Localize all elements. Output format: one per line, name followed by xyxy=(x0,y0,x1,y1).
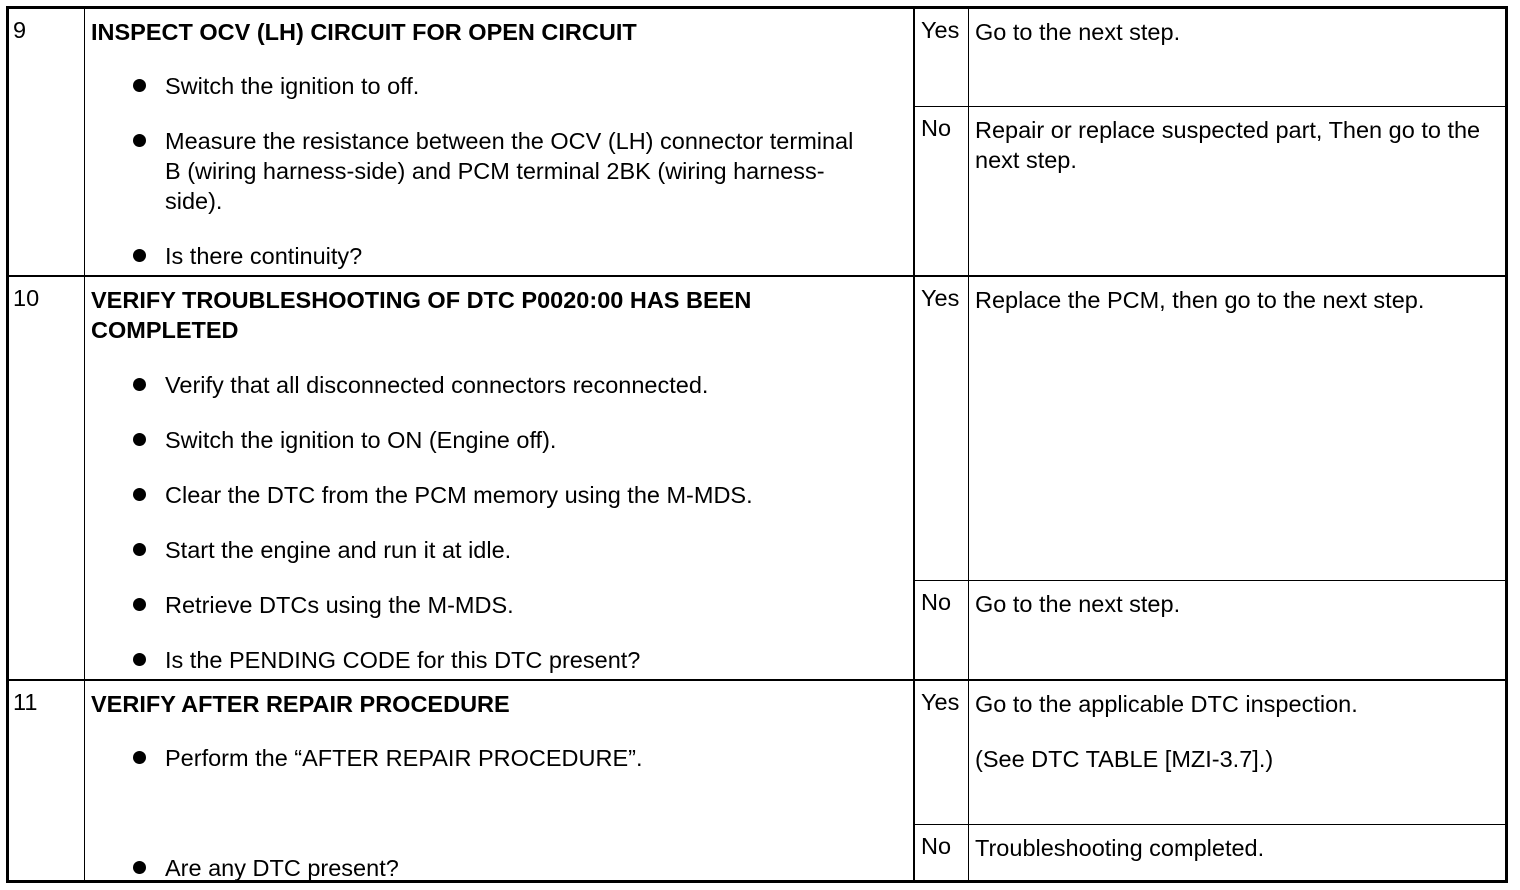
bullet-icon xyxy=(133,249,146,262)
result-text: Go to the applicable DTC inspection. xyxy=(975,691,1358,717)
no-label: No xyxy=(921,833,952,859)
bullet-icon xyxy=(133,543,146,556)
bullet-text: Switch the ignition to ON (Engine off). xyxy=(165,427,557,453)
table-row xyxy=(9,9,1505,275)
bullet-text: Is the PENDING CODE for this DTC present? xyxy=(165,647,641,673)
step-number-cell xyxy=(9,681,85,880)
step-number-cell xyxy=(9,9,85,275)
result-text: Replace the PCM, then go to the next step. xyxy=(975,287,1425,313)
step-number-cell xyxy=(9,277,85,679)
yes-label: Yes xyxy=(921,689,960,715)
result-cell xyxy=(915,681,1505,880)
table-row xyxy=(9,679,1505,880)
step-title: VERIFY AFTER REPAIR PROCEDURE xyxy=(91,691,510,717)
bullet-icon xyxy=(133,861,146,874)
yes-label: Yes xyxy=(921,285,960,311)
no-result xyxy=(915,580,1505,679)
no-result xyxy=(915,106,1505,275)
yes-label: Yes xyxy=(921,17,960,43)
bullet-text: Verify that all disconnected connectors reconnected. xyxy=(165,372,709,398)
bullet-icon xyxy=(133,653,146,666)
bullet-text: Is there continuity? xyxy=(165,243,363,269)
no-label: No xyxy=(921,589,952,615)
bullet-text: Switch the ignition to off. xyxy=(165,73,420,99)
result-text: Go to the next step. xyxy=(975,19,1181,45)
result-text: Repair or replace suspected part, Then go to the next step. xyxy=(975,117,1481,173)
table-row xyxy=(9,275,1505,679)
yes-result xyxy=(915,9,1505,106)
action-cell xyxy=(85,277,915,679)
bullet-text: Start the engine and run it at idle. xyxy=(165,537,512,563)
result-text: Troubleshooting completed. xyxy=(975,835,1265,861)
bullet-text: Measure the resistance between the OCV (LH) connector terminal B (wiring harness-side) and PCM terminal 2BK (wiring harness-side). xyxy=(165,128,854,214)
step-number: 9 xyxy=(13,17,27,43)
bullet-text: Clear the DTC from the PCM memory using the M-MDS. xyxy=(165,482,753,508)
no-result xyxy=(915,824,1505,880)
step-title: INSPECT OCV (LH) CIRCUIT FOR OPEN CIRCUIT xyxy=(91,19,637,45)
bullet-icon xyxy=(133,488,146,501)
step-number: 10 xyxy=(13,285,40,311)
result-cell xyxy=(915,277,1505,679)
result-reference: (See DTC TABLE [MZI-3.7].) xyxy=(975,746,1274,772)
bullet-icon xyxy=(133,378,146,391)
yes-result xyxy=(915,681,1505,824)
bullet-text: Retrieve DTCs using the M-MDS. xyxy=(165,592,514,618)
bullet-icon xyxy=(133,751,146,764)
bullet-text: Perform the “AFTER REPAIR PROCEDURE”. xyxy=(165,745,643,771)
no-label: No xyxy=(921,115,952,141)
step-number: 11 xyxy=(13,689,38,715)
bullet-icon xyxy=(133,433,146,446)
bullet-icon xyxy=(133,79,146,92)
bullet-icon xyxy=(133,134,146,147)
action-cell xyxy=(85,681,915,880)
yes-result xyxy=(915,277,1505,580)
bullet-icon xyxy=(133,598,146,611)
action-cell xyxy=(85,9,915,275)
troubleshooting-table xyxy=(6,6,1508,883)
result-text: Go to the next step. xyxy=(975,591,1181,617)
bullet-text: Are any DTC present? xyxy=(165,855,399,881)
result-cell xyxy=(915,9,1505,275)
step-title: VERIFY TROUBLESHOOTING OF DTC P0020:00 HAS BEEN COMPLETED xyxy=(91,287,752,343)
